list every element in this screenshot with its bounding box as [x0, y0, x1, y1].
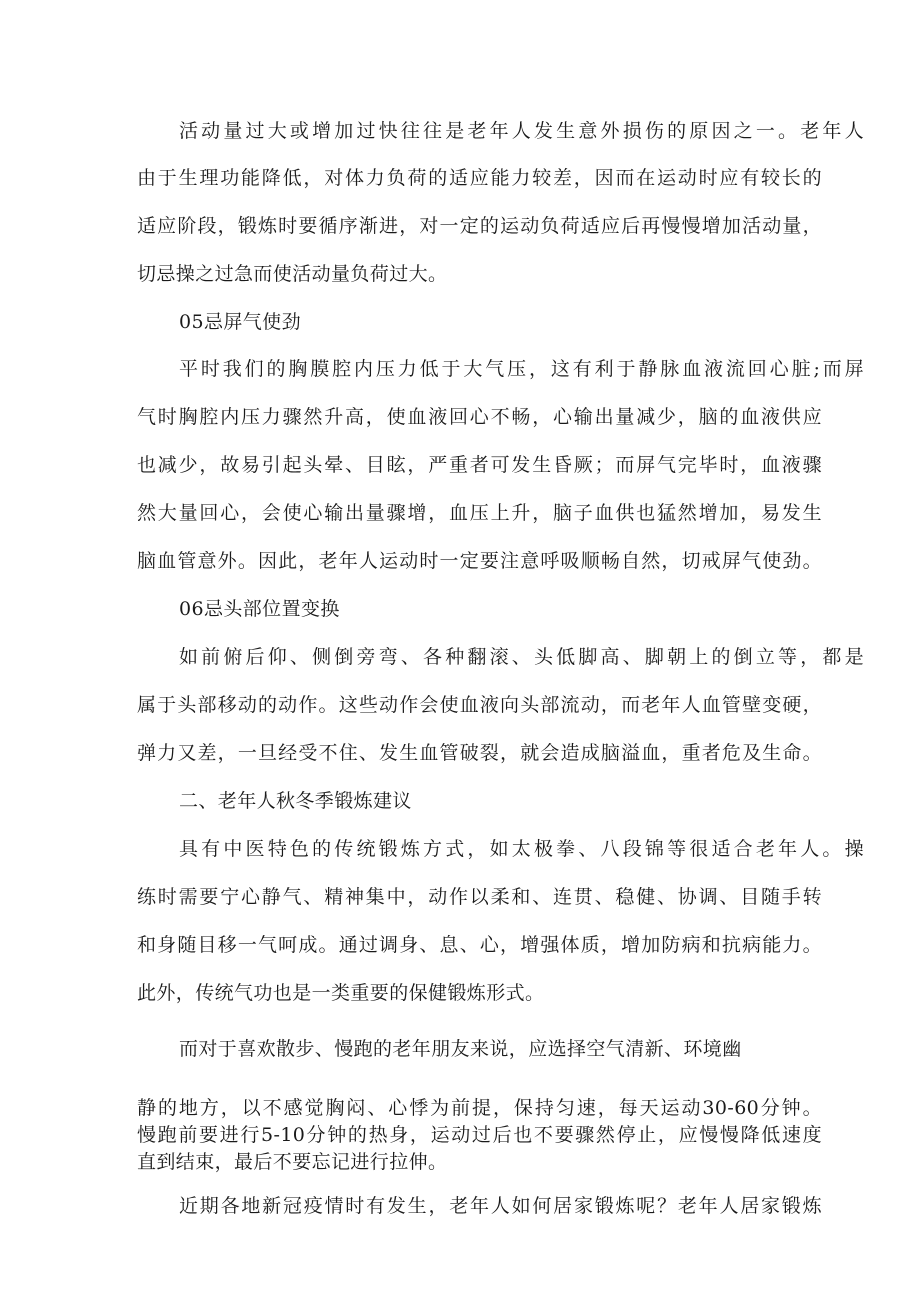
paragraph-line: 如前俯后仰、侧倒旁弯、各种翻滚、头低脚高、脚朝上的倒立等，都是 — [179, 646, 864, 668]
section-heading-2: 二、老年人秋冬季锻炼建议 — [179, 790, 412, 812]
paragraph-line: 而对于喜欢散步、慢跑的老年朋友来说，应选择空气清新、环境幽 — [179, 1038, 742, 1060]
paragraph-line: 脑血管意外。因此，老年人运动时一定要注意呼吸顺畅自然，切戒屏气使劲。 — [137, 550, 822, 572]
paragraph-line: 然大量回心，会使心输出量骤增，血压上升，脑子血供也猛然增加，易发生 — [137, 502, 822, 524]
paragraph-line: 练时需要宁心静气、精神集中，动作以柔和、连贯、稳健、协调、目随手转 — [137, 886, 822, 908]
paragraph-line: 适应阶段，锻炼时要循序渐进，对一定的运动负荷适应后再慢慢增加活动量， — [137, 215, 822, 237]
paragraph-line: 也减少，故易引起头晕、目眩，严重者可发生昏厥；而屏气完毕时，血液骤 — [137, 454, 822, 476]
paragraph-line: 活动量过大或增加过快往往是老年人发生意外损伤的原因之一。老年人 — [179, 120, 864, 142]
section-heading-05: 05忌屏气使劲 — [179, 311, 301, 333]
paragraph-line: 弹力又差，一旦经受不住、发生血管破裂，就会造成脑溢血，重者危及生命。 — [137, 742, 822, 764]
paragraph-line: 此外，传统气功也是一类重要的保健锻炼形式。 — [137, 982, 545, 1004]
section-heading-06: 06忌头部位置变换 — [179, 598, 340, 620]
paragraph-line: 切忌操之过急而使活动量负荷过大。 — [137, 263, 448, 285]
paragraph-line: 属于头部移动的动作。这些动作会使血液向头部流动，而老年人血管壁变硬， — [137, 694, 822, 716]
paragraph-line: 近期各地新冠疫情时有发生，老年人如何居家锻炼呢？老年人居家锻炼 — [179, 1195, 822, 1217]
paragraph-line: 由于生理功能降低，对体力负荷的适应能力较差，因而在运动时应有较长的 — [137, 167, 822, 189]
paragraph-line: 慢跑前要进行5-10分钟的热身，运动过后也不要骤然停止，应慢慢降低速度 — [137, 1124, 822, 1146]
paragraph-line: 直到结束，最后不要忘记进行拉伸。 — [137, 1151, 448, 1173]
paragraph-line: 气时胸腔内压力骤然升高，使血液回心不畅，心输出量减少，脑的血液供应 — [137, 406, 822, 428]
paragraph-line: 和身随目移一气呵成。通过调身、息、心，增强体质，增加防病和抗病能力。 — [137, 934, 822, 956]
paragraph-line: 平时我们的胸膜腔内压力低于大气压，这有利于静脉血液流回心脏;而屏 — [179, 358, 864, 380]
paragraph-line: 具有中医特色的传统锻炼方式，如太极拳、八段锦等很适合老年人。操 — [179, 838, 864, 860]
paragraph-line: 静的地方，以不感觉胸闷、心悸为前提，保持匀速，每天运动30-60分钟。 — [137, 1097, 822, 1119]
